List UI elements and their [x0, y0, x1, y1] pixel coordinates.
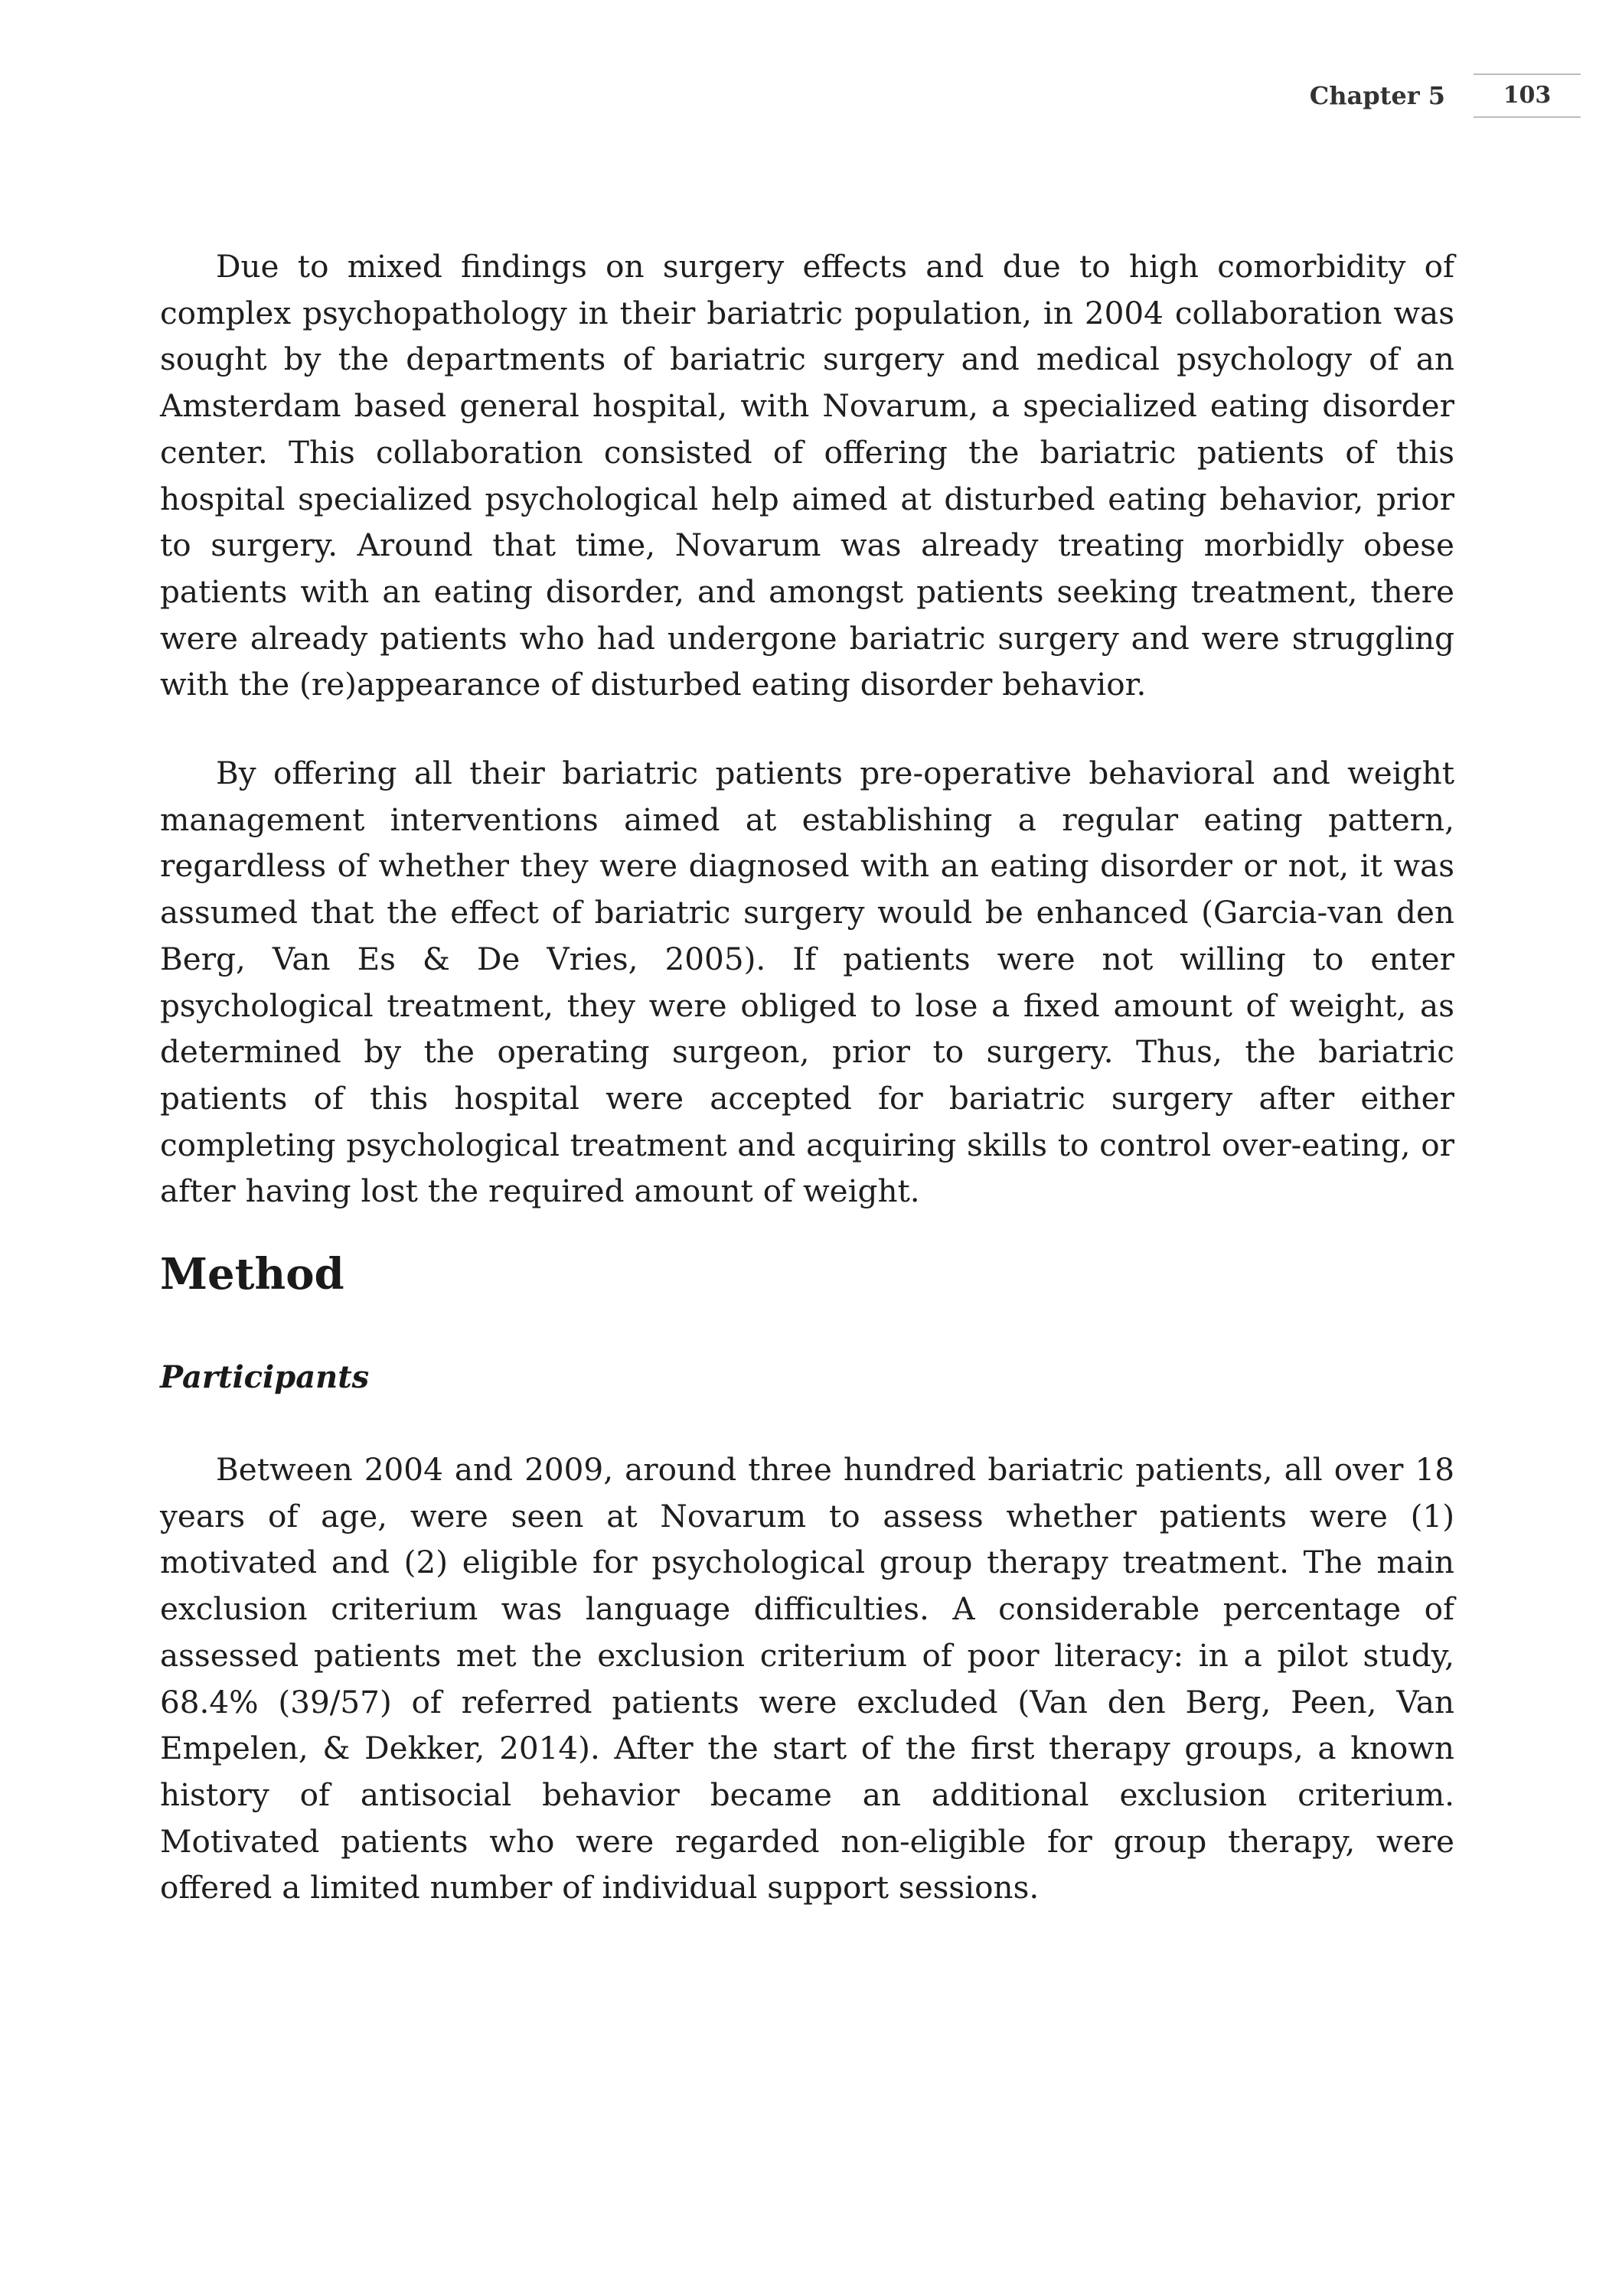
subheading-participants: Participants — [160, 1359, 370, 1395]
running-header — [1301, 73, 1581, 119]
section-heading-method: Method — [160, 1249, 344, 1300]
paragraph-participants: Between 2004 and 2009, around three hundred bariatric patients, all over 18 years of age, were seen at Novarum to assess whether patients were (1) motivated and (2) eligible for psychological group therapy treatment. The main exclusion criterium was language difficulties. A considerable percentage of assessed patients met the exclusion criterium of poor literacy: in a pilot study, 68.4% (39/57) of referred patients were excluded (Van den Berg, Peen, Van Empelen, & Dekker, 2014). After the start of the first therapy groups, a known history of antisocial behavior became an additional exclusion criterium. Motivated patients who were regarded non-eligible for group therapy, were offered a limited number of individual support sessions. — [160, 1451, 1454, 1906]
chapter-label: Chapter 5 — [1309, 81, 1445, 110]
page-number: 103 — [1474, 73, 1581, 118]
paragraph-intro-2: By offering all their bariatric patients pre-operative behavioral and weight management interventions aimed at establishing a regular eating pattern, regardless of whether they were diagnosed with an eating disorder or not, it was assumed that the effect of bariatric surgery would be enhanced (Garcia-van den Berg, Van Es & De Vries, 2005). If patients were not willing to enter psychological treatment, they were obliged to lose a fixed amount of weight, as determined by the operating surgeon, prior to surgery. Thus, the bariatric patients of this hospital were accepted for bariatric surgery after either completing psychological treatment and acquiring skills to control over-eating, or after having lost the required amount of weight. — [160, 755, 1454, 1210]
paragraph-intro-1: Due to mixed findings on surgery effects and due to high comorbidity of complex psychopathology in their bariatric population, in 2004 collaboration was sought by the departments of bariatric surgery and medical psychology of an Amsterdam based general hospital, with Novarum, a specialized eating disorder center. This collaboration consisted of offering the bariatric patients of this hospital specialized psychological help aimed at disturbed eating behavior, prior to surgery. Around that time, Novarum was already treating morbidly obese patients with an eating disorder, and amongst patients seeking treatment, there were already patients who had undergone bariatric surgery and were struggling with the (re)appearance of disturbed eating disorder behavior. — [160, 248, 1454, 703]
